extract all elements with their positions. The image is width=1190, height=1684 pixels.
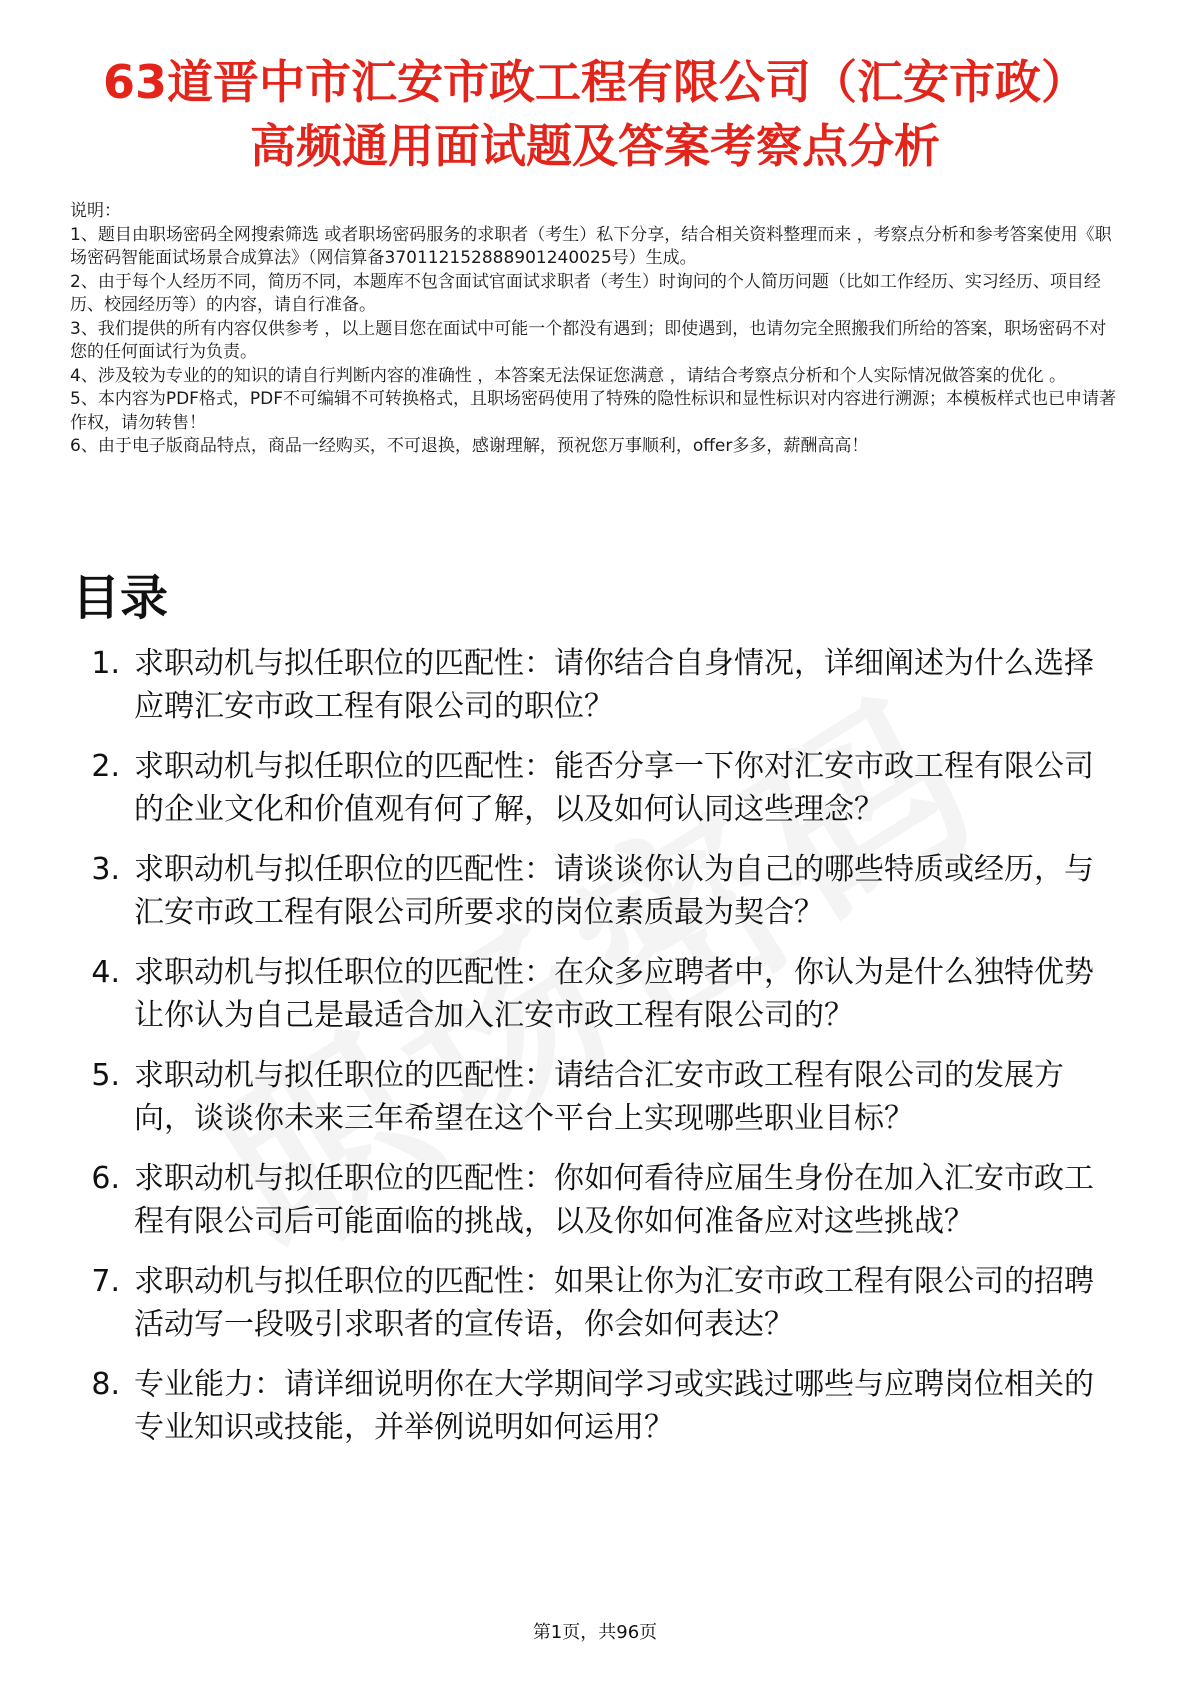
toc-item[interactable] <box>70 1363 1120 1449</box>
toc-item-text: 求职动机与拟任职位的匹配性：你如何看待应届生身份在加入汇安市政工程有限公司后可能面临的挑战，以及你如何准备应对这些挑战？ <box>134 1161 1094 1239</box>
toc-title: 目录 <box>72 570 169 626</box>
toc-item-text: 专业能力：请详细说明你在大学期间学习或实践过哪些与应聘岗位相关的专业知识或技能，并举例说明如何运用？ <box>134 1367 1094 1445</box>
note-item: 1、题目由职场密码全网搜索筛选 或者职场密码服务的求职者（考生）私下分享，结合相关资料整理而来 ，考察点分析和参考答案使用《职场密码智能面试场景合成算法》（网信算备370112152888901240025号）生成。 <box>70 224 1112 268</box>
toc-item[interactable] <box>70 1054 1120 1140</box>
toc-item[interactable] <box>70 951 1120 1037</box>
note-item: 2、由于每个人经历不同，简历不同，本题库不包含面试官面试求职者（考生）时询问的个人简历问题（比如工作经历、实习经历、项目经历、校园经历等）的内容，请自行准备。 <box>70 271 1101 315</box>
toc-item-number: 6. <box>91 1161 120 1196</box>
note-item: 5、本内容为PDF格式，PDF不可编辑不可转换格式，且职场密码使用了特殊的隐性标识和显性标识对内容进行溯源；本模板样式也已申请著作权，请勿转售！ <box>70 389 1117 433</box>
toc-item-number: 7. <box>91 1264 120 1299</box>
document-title: 63道晋中市汇安市政工程有限公司（汇安市政）高频通用面试题及答案考察点分析 <box>102 55 1087 173</box>
toc-item-number: 4. <box>91 955 120 990</box>
toc-item-text: 求职动机与拟任职位的匹配性：请谈谈你认为自己的哪些特质或经历，与汇安市政工程有限公司所要求的岗位素质最为契合？ <box>134 852 1094 930</box>
toc-item-text: 求职动机与拟任职位的匹配性：在众多应聘者中，你认为是什么独特优势让你认为自己是最适合加入汇安市政工程有限公司的？ <box>134 955 1094 1033</box>
toc-item-text: 求职动机与拟任职位的匹配性：请你结合自身情况，详细阐述为什么选择应聘汇安市政工程有限公司的职位？ <box>134 646 1094 724</box>
toc-item[interactable] <box>70 642 1120 728</box>
toc-item-number: 8. <box>91 1367 120 1402</box>
toc-item[interactable] <box>70 745 1120 831</box>
toc-item-number: 1. <box>91 646 120 681</box>
note-item: 6、由于电子版商品特点，商品一经购买，不可退换，感谢理解，预祝您万事顺利，offer多多，薪酬高高！ <box>70 436 869 456</box>
toc-item-number: 2. <box>91 749 120 784</box>
toc-item-number: 3. <box>91 852 120 887</box>
toc-list <box>70 642 1120 1466</box>
toc-item-text: 求职动机与拟任职位的匹配性：如果让你为汇安市政工程有限公司的招聘活动写一段吸引求职者的宣传语，你会如何表达？ <box>134 1264 1094 1342</box>
notes-section <box>70 200 1120 459</box>
toc-item-text: 求职动机与拟任职位的匹配性：请结合汇安市政工程有限公司的发展方向，谈谈你未来三年希望在这个平台上实现哪些职业目标？ <box>134 1058 1064 1136</box>
toc-item[interactable] <box>70 848 1120 934</box>
notes-heading: 说明： <box>70 201 121 221</box>
page-footer: 第1页，共96页 <box>532 1622 658 1643</box>
note-item: 3、我们提供的所有内容仅供参考 ，以上题目您在面试中可能一个都没有遇到；即使遇到，也请勿完全照搬我们所给的答案，职场密码不对您的任何面试行为负责。 <box>70 318 1107 362</box>
note-item: 4、涉及较为专业的的知识的请自行判断内容的准确性 ，本答案无法保证您满意 ，请结合考察点分析和个人实际情况做答案的优化 。 <box>70 365 1067 386</box>
toc-item[interactable] <box>70 1157 1120 1243</box>
toc-item-number: 5. <box>91 1058 120 1093</box>
toc-item[interactable] <box>70 1260 1120 1346</box>
toc-item-text: 求职动机与拟任职位的匹配性：能否分享一下你对汇安市政工程有限公司的企业文化和价值观有何了解，以及如何认同这些理念？ <box>134 749 1094 827</box>
